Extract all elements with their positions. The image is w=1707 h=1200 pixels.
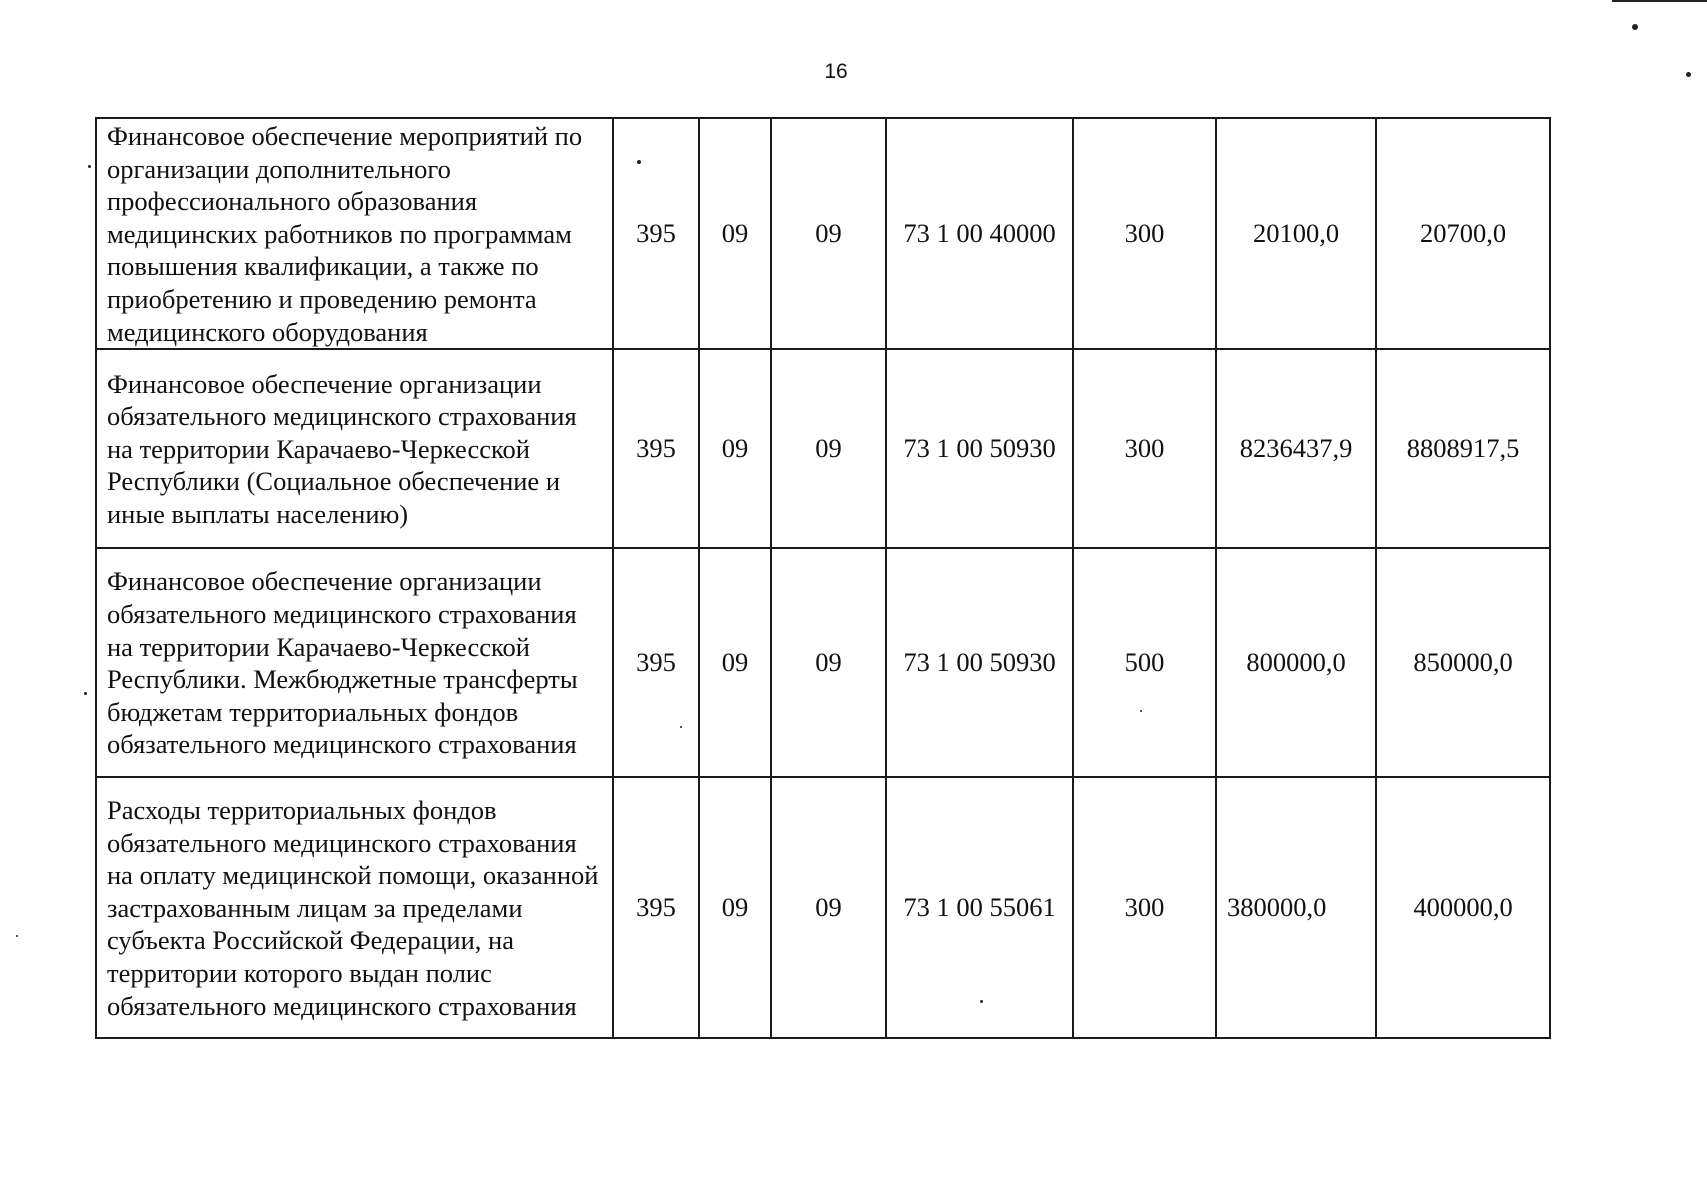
amount-year-2: 8808917,5 bbox=[1376, 349, 1550, 548]
amount-year-1: 8236437,9 bbox=[1216, 349, 1376, 548]
expense-type: 300 bbox=[1073, 118, 1216, 349]
ministry-code: 395 bbox=[613, 118, 699, 349]
scan-speck bbox=[1140, 710, 1142, 712]
target-article: 73 1 00 55061 bbox=[886, 777, 1073, 1038]
table-row bbox=[96, 349, 1550, 548]
amount-year-2: 400000,0 bbox=[1376, 777, 1550, 1038]
scan-speck bbox=[980, 1000, 983, 1003]
expense-type: 500 bbox=[1073, 548, 1216, 777]
target-article: 73 1 00 50930 bbox=[886, 548, 1073, 777]
subsection-code: 09 bbox=[771, 548, 886, 777]
scan-speck bbox=[637, 160, 641, 164]
scan-speck bbox=[1686, 72, 1691, 77]
expense-type: 300 bbox=[1073, 349, 1216, 548]
amount-year-1: 800000,0 bbox=[1216, 548, 1376, 777]
expense-description: Финансовое обеспечение организации обязательного медицинского страхования на территории Карачаево-Черкесской Республики. Межбюджетные трансферты бюджетам территориальных фондов обязательного медицинского страхования bbox=[96, 548, 613, 777]
scan-speck bbox=[88, 165, 91, 168]
budget-table bbox=[95, 117, 1551, 1039]
section-code: 09 bbox=[699, 349, 771, 548]
table-row bbox=[96, 118, 1550, 349]
expense-description: Финансовое обеспечение мероприятий по организации дополнительного профессионального образования медицинских работников по программам повышения квалификации, а также по приобретению и проведению ремонта медицинского оборудования bbox=[96, 118, 613, 349]
table-row bbox=[96, 548, 1550, 777]
amount-year-1: 20100,0 bbox=[1216, 118, 1376, 349]
section-code: 09 bbox=[699, 777, 771, 1038]
ministry-code: 395 bbox=[613, 349, 699, 548]
amount-year-1: 380000,0 bbox=[1216, 777, 1376, 1038]
expense-description: Финансовое обеспечение организации обязательного медицинского страхования на территории Карачаево-Черкесской Республики (Социальное обеспечение и иные выплаты населению) bbox=[96, 349, 613, 548]
ministry-code: 395 bbox=[613, 777, 699, 1038]
expense-description: Расходы территориальных фондов обязательного медицинского страхования на оплату медицинской помощи, оказанной застрахованным лицам за пределами субъекта Российской Федерации, на территории которого выдан полис обязательного медицинского страхования bbox=[96, 777, 613, 1038]
scan-speck bbox=[84, 692, 87, 695]
ministry-code: 395 bbox=[613, 548, 699, 777]
scan-speck bbox=[16, 935, 18, 937]
expense-type: 300 bbox=[1073, 777, 1216, 1038]
target-article: 73 1 00 50930 bbox=[886, 349, 1073, 548]
section-code: 09 bbox=[699, 118, 771, 349]
target-article: 73 1 00 40000 bbox=[886, 118, 1073, 349]
amount-year-2: 850000,0 bbox=[1376, 548, 1550, 777]
amount-year-2: 20700,0 bbox=[1376, 118, 1550, 349]
subsection-code: 09 bbox=[771, 349, 886, 548]
subsection-code: 09 bbox=[771, 118, 886, 349]
subsection-code: 09 bbox=[771, 777, 886, 1038]
section-code: 09 bbox=[699, 548, 771, 777]
scan-speck bbox=[680, 726, 682, 728]
page-number: 16 bbox=[824, 60, 848, 83]
scan-edge-mark bbox=[1612, 0, 1707, 2]
table-row bbox=[96, 777, 1550, 1038]
scan-speck bbox=[1632, 24, 1638, 30]
